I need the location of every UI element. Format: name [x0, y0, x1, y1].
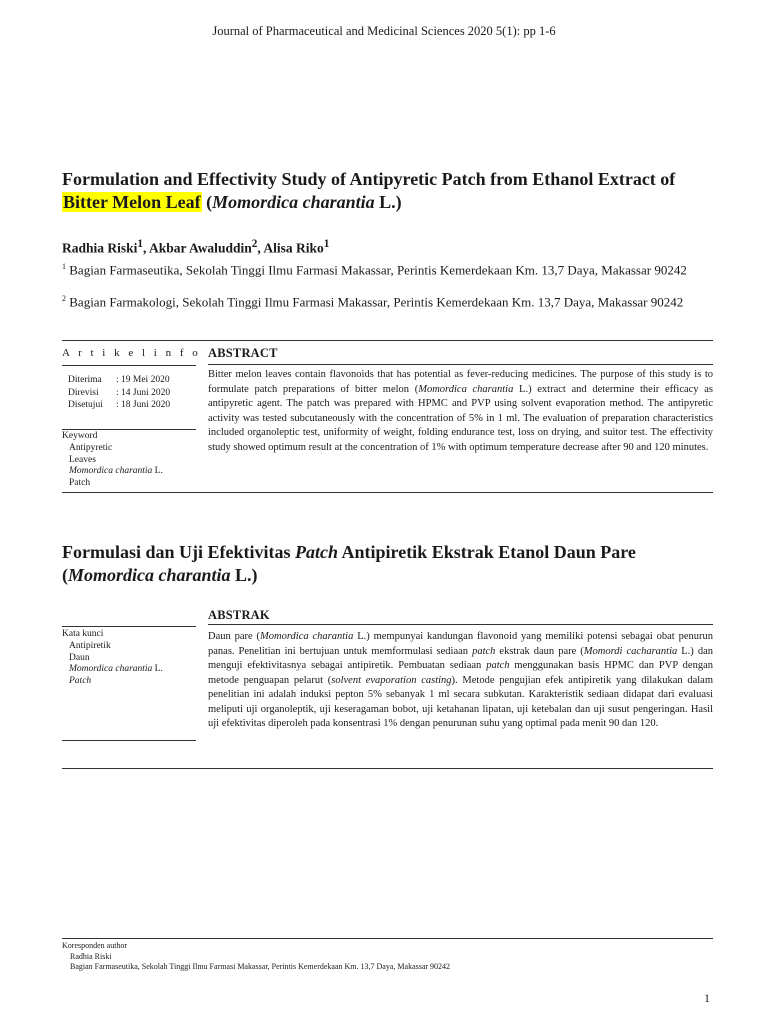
divider: [62, 340, 713, 341]
abstract-body: [208, 368, 713, 455]
abstrak-body: [208, 630, 713, 732]
date-row: [68, 387, 170, 400]
keyword-item: [62, 676, 163, 688]
footnote-label: Koresponden author: [62, 941, 128, 950]
affiliation-1: [62, 257, 712, 279]
title-suffix: L.): [374, 192, 402, 212]
title-highlight: Bitter Melon Leaf: [63, 192, 201, 212]
author-affil-sup: 2: [251, 238, 258, 250]
affiliation-sup: 1: [62, 262, 66, 271]
abstrak-text: menggunakan basis HPMC dan PVP dengan metode penguapan pelarut (: [208, 660, 713, 686]
keyword-item: [62, 664, 163, 676]
date-value: : 19 Mei 2020: [116, 375, 170, 385]
divider: [62, 429, 196, 430]
article-title: [62, 168, 722, 214]
article-dates: [68, 374, 170, 412]
title-text: Formulasi dan Uji Efektivitas: [62, 542, 296, 562]
keyword-label: Kata kunci: [62, 629, 104, 639]
date-value: : 18 Juni 2020: [116, 400, 171, 410]
corresponding-author: [62, 941, 450, 973]
title-text: Antipiretik Ekstrak Etanol Daun Pare (: [62, 542, 636, 585]
abstrak-italic: Momordi cacharantia: [583, 645, 678, 657]
abstrak-text: Daun pare (: [208, 631, 261, 642]
author-affil-sup: 1: [137, 238, 144, 250]
divider: [208, 624, 713, 625]
abstrak-text: ekstrak daun pare (: [495, 645, 584, 657]
keyword-item: Antipyretic: [69, 442, 113, 453]
footnote-name: Radhia Riski: [70, 951, 112, 961]
date-row: [68, 399, 170, 412]
page-number: 1: [704, 991, 710, 1005]
article-title-id: [62, 541, 722, 587]
abstrak-text: L.) mempunyai kandungan flavonoid yang memiliki potensi sebagai obat penurun panas. Penelitian ini bertujuan untuk memformulasi sediaan: [208, 631, 713, 657]
abstrak-text: ). Metode pengujian efek antipiretik yang dilakukan dalam penelitian ini adalah induksi pepton 5% sebanyak 1 ml secara subkutan. Karakteristik sediaan didapat dari evaluasi meliputi uji organoleptik, uji keseragaman bobot, uji ketahanan lipatan, uji ketebalan dan uji susut pengeringan. Hasil uji efektivitas diperoleh pada konsentrasi 1% dengan penurunan suhu yang optimal pada menit 90 dan 120.: [208, 674, 713, 729]
date-key: Direvisi: [68, 387, 99, 398]
keyword-item: Daun: [69, 652, 90, 663]
divider: [62, 740, 196, 741]
keyword-item: Leaves: [69, 454, 96, 465]
keyword-species: Momordica charantia: [69, 466, 153, 477]
author-separator: ,: [257, 240, 264, 256]
keyword-label: Keyword: [62, 431, 98, 441]
title-species: Momordica charantia: [212, 192, 375, 212]
abstrak-italic: patch: [486, 660, 510, 671]
abstrak-text: L.) dan menguji efektivitasnya sebagai antipiretik. Pembuatan sediaan: [208, 645, 713, 671]
author-affil-sup: 1: [323, 238, 330, 250]
footnote-address: Bagian Farmaseutika, Sekolah Tinggi Ilmu Farmasi Makassar, Perintis Kemerdekaan Km. 13,7 Daya, Makassar 90242: [70, 962, 451, 971]
affiliation-text: Bagian Farmakologi, Sekolah Tinggi Ilmu Farmasi Makassar, Perintis Kemerdekaan Km. 13,7 Daya, Makassar 90242: [66, 294, 684, 310]
affiliation-text: Bagian Farmaseutika, Sekolah Tinggi Ilmu Farmasi Makassar, Perintis Kemerdekaan Km. 13,7 Daya, Makassar 90242: [66, 262, 687, 278]
author-name: Alisa Riko: [263, 240, 324, 256]
keyword-item: Antipiretik: [69, 640, 111, 651]
abstrak-italic: patch: [472, 645, 496, 657]
keyword-item: Patch: [69, 478, 91, 489]
title-suffix: L.): [230, 565, 258, 585]
abstract-heading: ABSTRACT: [208, 346, 278, 360]
keyword-patch: Patch: [69, 676, 92, 687]
author-list: [62, 238, 329, 257]
divider: [62, 626, 196, 627]
keyword-list-id: [62, 629, 163, 688]
divider: [62, 768, 713, 769]
footnote-divider: [62, 938, 713, 939]
abstrak-heading: ABSTRAK: [208, 608, 270, 622]
date-key: Disetujui: [68, 400, 103, 410]
abstract-species: Momordica charantia: [418, 383, 514, 395]
author-separator: ,: [143, 240, 150, 256]
article-info-label: A r t i k e l i n f o: [62, 347, 201, 359]
title-patch: Patch: [295, 542, 339, 562]
divider: [62, 492, 713, 493]
affiliation-2: [62, 289, 712, 311]
keyword-species-suffix: L.: [152, 466, 163, 477]
divider: [62, 365, 196, 366]
author-name: Akbar Awaluddin: [149, 240, 252, 256]
abstrak-italic: solvent evaporation casting: [331, 674, 452, 686]
abstrak-italic: Momordica charantia: [260, 631, 354, 642]
title-paren-open: (: [201, 192, 213, 212]
title-species: Momordica charantia: [68, 565, 231, 585]
journal-header: Journal of Pharmaceutical and Medicinal Sciences 2020 5(1): pp 1-6: [212, 24, 556, 38]
keyword-list-en: [62, 431, 163, 490]
abstract-text: L.) extract and determine their efficacy as antipyretic agent. The patch was prepared with HPMC and PVP using solvent evaporation method. The antipyretic activity was tested subcutaneously with the concentration of 5% in 1 ml. The evaluation of preparation characteristics included organoleptic test, uniformity of weight, folding endurance test, loss on drying, and suitor test. The effectivity study showed optimum result at the concentration of 1% with optimum temperature decrease after 90 and 120 minutes.: [208, 383, 713, 453]
date-row: [68, 374, 170, 387]
abstract-text: Bitter melon leaves contain flavonoids that has potential as fever-reducing medicines. The purpose of this study is to formulate patch preparations of bitter melon (: [208, 369, 713, 395]
keyword-species-suffix: L.: [152, 664, 163, 675]
divider: [208, 364, 713, 365]
title-text: Formulation and Effectivity Study of Antipyretic Patch from Ethanol Extract of: [62, 169, 676, 189]
date-key: Diterima: [68, 375, 102, 385]
author-name: Radhia Riski: [62, 240, 138, 256]
date-value: : 14 Juni 2020: [116, 387, 171, 398]
keyword-item: [62, 466, 163, 478]
affiliation-sup: 2: [62, 294, 66, 303]
keyword-species: Momordica charantia: [69, 664, 153, 675]
